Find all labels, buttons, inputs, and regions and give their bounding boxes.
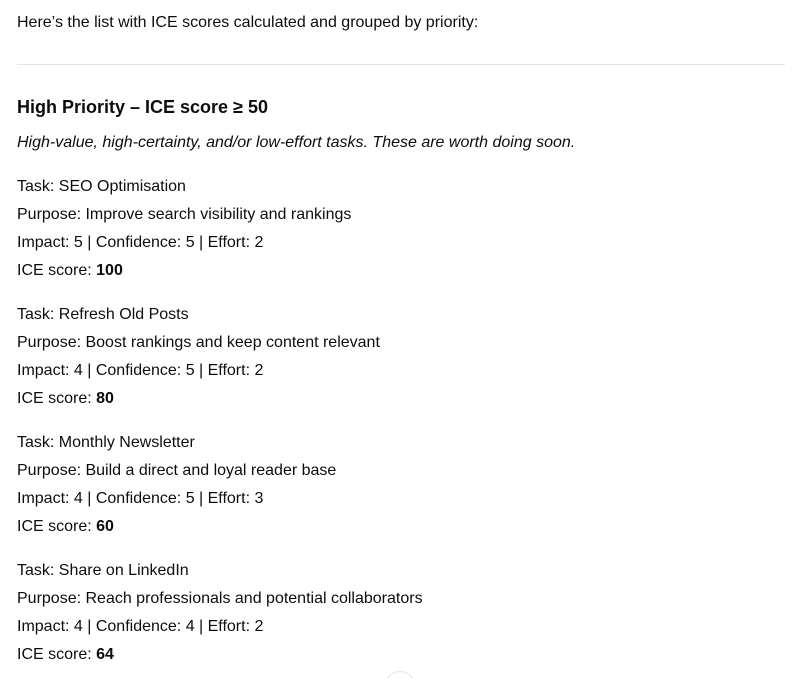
task-metrics: Impact: 4 | Confidence: 5 | Effort: 2 xyxy=(17,362,264,379)
task-score xyxy=(17,516,785,544)
task-item xyxy=(17,432,785,560)
divider xyxy=(17,64,785,65)
task-purpose: Purpose: Boost rankings and keep content relevant xyxy=(17,334,380,351)
score-value: 100 xyxy=(96,262,123,279)
task-metrics: Impact: 4 | Confidence: 4 | Effort: 2 xyxy=(17,618,264,635)
section-heading: High Priority – ICE score ≥ 50 xyxy=(17,97,268,117)
task-name: Task: Monthly Newsletter xyxy=(17,434,195,451)
task-purpose: Purpose: Build a direct and loyal reader base xyxy=(17,462,337,479)
task-name: Task: SEO Optimisation xyxy=(17,178,186,195)
task-name: Task: Share on LinkedIn xyxy=(17,562,189,579)
task-item xyxy=(17,304,785,432)
intro-text: Here’s the list with ICE scores calculated and grouped by priority: xyxy=(17,14,479,31)
task-metrics: Impact: 4 | Confidence: 5 | Effort: 3 xyxy=(17,490,264,507)
task-purpose: Purpose: Improve search visibility and rankings xyxy=(17,206,352,223)
score-value: 60 xyxy=(96,518,114,535)
score-value: 80 xyxy=(96,390,114,407)
task-score xyxy=(17,388,785,416)
task-name: Task: Refresh Old Posts xyxy=(17,306,189,323)
task-list xyxy=(17,176,785,678)
task-score xyxy=(17,260,785,288)
task-metrics: Impact: 5 | Confidence: 5 | Effort: 2 xyxy=(17,234,264,251)
section-description: High-value, high-certainty, and/or low-effort tasks. These are worth doing soon. xyxy=(17,134,576,151)
task-score xyxy=(17,644,785,672)
score-label: ICE score: xyxy=(17,518,97,535)
score-label: ICE score: xyxy=(17,390,97,407)
score-label: ICE score: xyxy=(17,262,97,279)
task-item xyxy=(17,176,785,304)
task-item xyxy=(17,560,785,678)
score-value: 64 xyxy=(96,646,114,663)
task-purpose: Purpose: Reach professionals and potential collaborators xyxy=(17,590,423,607)
score-label: ICE score: xyxy=(17,646,97,663)
